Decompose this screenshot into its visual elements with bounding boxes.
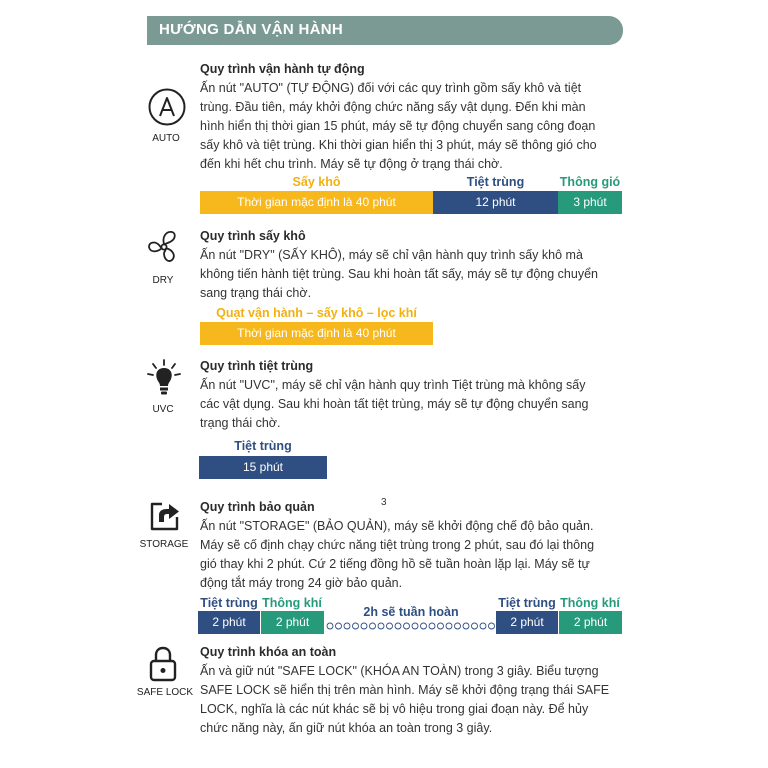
cycle-dot	[421, 623, 427, 629]
cycle-dot	[463, 623, 469, 629]
text-line: không tiến hành tiệt trùng. Sau khi hoàn tất sấy, máy sẽ tự động chuyển	[200, 267, 598, 281]
page-title: HƯỚNG DẪN VẬN HÀNH	[159, 21, 343, 38]
cycle-dot	[404, 623, 410, 629]
auto-dry-bar: Thời gian mặc định là 40 phút	[200, 191, 433, 214]
storage-sterilize-label-1: Tiệt trùng	[200, 596, 258, 610]
text-line: hình hiển thị thời gian 15 phút, máy sẽ tự động chuyển sang công đoạn	[200, 119, 596, 133]
cycle-dot	[378, 623, 384, 629]
cycle-dot	[361, 623, 367, 629]
dry-timeline-bar: Thời gian mặc định là 40 phút	[200, 322, 433, 345]
auto-ventilate-label: Thông gió	[559, 175, 621, 189]
cycle-dot	[480, 623, 486, 629]
cycle-dot	[327, 623, 333, 629]
storage-sterilize-label-2: Tiệt trùng	[498, 596, 556, 610]
text-line: trùng. Đầu tiên, máy khởi động chức năng sấy vật dụng. Đến khi màn	[200, 100, 586, 114]
cycle-dot	[446, 623, 452, 629]
cycle-dot	[336, 623, 342, 629]
text-line: Ấn nút "UVC", máy sẽ chỉ vận hành quy trình Tiệt trùng mà không sấy	[200, 378, 586, 392]
fan-icon	[145, 228, 183, 266]
text-line: sấy khô và tiệt trùng. Khi thời gian hiển thị 3 phút, máy sẽ thông gió cho	[200, 138, 597, 152]
storage-icon-label: STORAGE	[139, 539, 189, 550]
cycle-dots	[326, 620, 496, 632]
cycle-dot	[344, 623, 350, 629]
storage-cycle-label: 2h sẽ tuần hoàn	[363, 605, 459, 619]
auto-dry-label: Sấy khô	[292, 175, 341, 189]
storage-ventilate-label-1: Thông khí	[262, 596, 322, 610]
text-line: các vật dụng. Sau khi hoàn tất tiệt trùng, máy sẽ tự động chuyển sang	[200, 397, 589, 411]
uvc-section-title: Quy trình tiệt trùng	[200, 359, 314, 373]
cycle-dot	[395, 623, 401, 629]
text-line: gió thay khi 2 phút. Cứ 2 tiếng đồng hồ sẽ tuần hoàn lặp lại. Máy sẽ tự	[200, 557, 590, 571]
text-line: Ấn nút "STORAGE" (BẢO QUẢN), máy sẽ khởi động chế độ bảo quản.	[200, 519, 594, 533]
lock-icon	[147, 645, 179, 683]
storage-icon	[147, 498, 185, 534]
text-line: Ấn nút "AUTO" (TỰ ĐỘNG) đối với các quy trình gồm sấy khô và tiệt	[200, 81, 582, 95]
cycle-dot	[387, 623, 393, 629]
cycle-dot	[455, 623, 461, 629]
cycle-dot	[353, 623, 359, 629]
text-line: đến khi hết chu trình. Máy sẽ tự động ở trạng thái chờ.	[200, 157, 503, 171]
auto-icon-label: AUTO	[152, 133, 180, 144]
uvc-timeline-bar: 15 phút	[199, 456, 327, 479]
storage-sterilize-bar-1: 2 phút	[198, 611, 260, 634]
cycle-dot	[429, 623, 435, 629]
cycle-dot	[489, 623, 495, 629]
storage-ventilate-bar-2: 2 phút	[559, 611, 622, 634]
cycle-dot	[438, 623, 444, 629]
page-header	[147, 16, 623, 45]
auto-ventilate-bar: 3 phút	[558, 191, 622, 214]
dry-section-title: Quy trình sấy khô	[200, 229, 306, 243]
text-line: LOCK, nghĩa là các nút khác sẽ bị vô hiệu trong giai đoạn này. Để hủy	[200, 702, 589, 716]
auto-description	[200, 79, 625, 174]
storage-ventilate-bar-1: 2 phút	[261, 611, 324, 634]
storage-ventilate-label-2: Thông khí	[560, 596, 620, 610]
cycle-dot	[370, 623, 376, 629]
dry-icon-label: DRY	[152, 275, 174, 286]
auto-sterilize-label: Tiệt trùng	[466, 175, 525, 189]
text-line: động tắt máy trong 24 giờ bảo quản.	[200, 576, 403, 590]
dry-description	[200, 246, 625, 303]
uvc-description	[200, 376, 625, 433]
text-line: Máy sẽ cố định chạy chức năng tiệt trùng trong 2 phút, sau đó lại thông	[200, 538, 595, 552]
safelock-description	[200, 662, 625, 738]
safelock-section-title: Quy trình khóa an toàn	[200, 645, 337, 659]
text-line: chức năng này, ấn giữ nút khóa an toàn trong 3 giây.	[200, 721, 493, 735]
dry-timeline-label: Quạt vận hành – sấy khô – lọc khí	[216, 306, 417, 320]
auto-section-title: Quy trình vận hành tự động	[200, 62, 365, 76]
storage-sterilize-bar-2: 2 phút	[496, 611, 558, 634]
light-bulb-icon	[145, 358, 183, 398]
text-line: trạng thái chờ.	[200, 416, 281, 430]
auto-a-icon	[147, 87, 187, 127]
page-number: 3	[381, 497, 387, 508]
auto-sterilize-bar: 12 phút	[433, 191, 558, 214]
text-line: Ấn và giữ nút "SAFE LOCK" (KHÓA AN TOÀN) trong 3 giây. Biểu tượng	[200, 664, 599, 678]
text-line: SAFE LOCK sẽ hiển thị trên màn hình. Máy sẽ khởi động trạng thái SAFE	[200, 683, 610, 697]
text-line: Ấn nút "DRY" (SẤY KHÔ), máy sẽ chỉ vận hành quy trình sấy khô mà	[200, 248, 583, 262]
text-line: sang trạng thái chờ.	[200, 286, 312, 300]
storage-description	[200, 517, 625, 593]
uvc-icon-label: UVC	[152, 404, 174, 415]
uvc-timeline-label: Tiệt trùng	[234, 439, 292, 453]
storage-section-title: Quy trình bảo quản	[200, 500, 315, 514]
safelock-icon-label: SAFE LOCK	[136, 687, 194, 698]
cycle-dot	[412, 623, 418, 629]
cycle-dot	[472, 623, 478, 629]
